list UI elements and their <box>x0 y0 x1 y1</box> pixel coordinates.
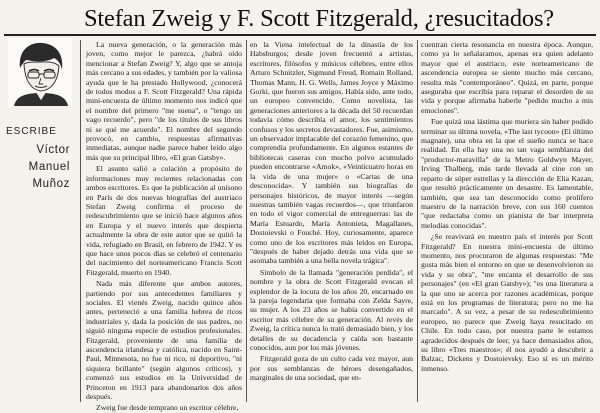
headline-rule <box>4 34 596 36</box>
paragraph: Fitzgerald goza de un culto cada vez mayor, aun por sus semblanzas de héroes desengañados, marginales de una sociedad, que en- <box>250 354 413 383</box>
paragraph: La nueva generación, o la generación más joven, como mejor le parezca, ¿habrá oído mencionar a Stefan Zweig? Y, algo que se antoja más cercano a sus edades, y también por la valiosa ayuda que le ha prestado Hollywood, ¿conocerá de todos modos a F. Scott Fitzgerald? Una rápida mini-encuesta de último momento nos indicó que el nombre del primero "me suena", o "tengo un vago recuerdo", pero "de los títulos de sus libros ni se qué me acuerdo". El nombre del segundo provocó, en cambio, respuestas afirmativas inmediatas, aunque nadie parece haber leído algo más que su principal libro, «El gran Gatsby». <box>86 40 242 162</box>
portrait-drawing <box>8 38 72 106</box>
author-name <box>6 142 70 193</box>
author-middle-name: Manuel <box>28 161 70 173</box>
column-divider <box>80 40 81 402</box>
article-column-1 <box>86 40 242 413</box>
paragraph: Zweig fue desde temprano un escritor célebre, <box>96 403 239 413</box>
author-last-name: Muñoz <box>32 178 70 190</box>
paragraph: en la Viena intelectual de la dinastía de los Habsburgos; desde joven frecuentó a artistas, escritores, filósofos y músicos célebres, entre ellos Arturo Schnitzler, Sigmund Freud, Romain Rolland, Thomas Mann, H. G. Wells, James Joyce y Máximo Gorki, que fueron sus amigos. Había sido, ante todo, un europeo convencido. Como novelista, las generaciones anteriores a la década del 50 recuerdan todavía cómo describía el amor, los sentimientos confusos y los secretos devastadores. Fue, asimismo, un observador implacable del corazón femenino, que comprendía profundamente. En algunos estantes de bibliotecas caseras con mucho polvo acumulado pueden encontrarse «Amok», «Veinticuatro horas en la vida de una mujer» o «Cartas de una desconocida». Y también sus biografías de personajes históricos, de mayor interés —según nuestras también vagas recuerdos—, que triunfaron en todo el vigor comercial de entreguerras: las de María Estuardo, María Antonieta, Magallanes, Dostoievski o Fouché. Hoy, curiosamente, aparece como uno de los escritores más leídos en Europa, "después de haber dejado detrás una vida que se asomaba también a una bella novela trágica". <box>250 40 413 266</box>
paragraph: El asunto salió a colación a propósito de informaciones muy recientes relacionadas con ambos escritores. Es que la publicación al unísono en París de dos nuevas biografías del austriaco Stefan Zweig confirma el proceso de redescubrimiento que se inició hace algunos años en Europa y el nuevo interés que despierta actualmente la obra de este autor que se quitó la vida, refugiado en Brasil, en febrero de 1942. Y es que hace unos pocos días se celebró el centenario del nacimiento del norteamericano Francis Scott Fitzgerald, muerto en 1940. <box>86 164 242 277</box>
column-divider <box>417 40 418 402</box>
paragraph: Nada más diferente que ambos autores, partiendo por sus antecedentes familiares y sociales. El vienés Zweig, nacido quince años antes, perteneció a una familia hebrea de ricos industriales y, dada la posición de sus padres, no siguió ninguna especie de estudios profesionales. Fitzgerald, proveniente de una familia de ascendencia irlandesa y católica, nacido en Saint-Paul, Minnesota, no fue ni rico, ni deportivo, "ni siquiera brillante" (según algunos críticos), y comenzó sus estudios en la Universidad de Princeton en 1913 para abandonarlos dos años después. <box>86 279 242 402</box>
column-divider <box>246 40 247 402</box>
section-label: ESCRIBE <box>6 126 57 137</box>
paragraph: Fue quizá una lástima que muriera sin haber podido terminar su última novela, «The last tycoon» (El último magnate), una obra en la que el sueño nunca se hace realidad. En ella hay una no tan vaga semblanza del "productor-maravilla" de la Metro Goldwyn Mayer, Irving Thalberg, más tarde llevada al cine con un reparto de súper estrellas y la dirección de Elia Kazan, que resultó prácticamente un desastre. Es lamentable, también, que sea tan desconocido como prolífero maestro de la narración breve, con sus 160 cuentos "que redactaba como un pianista de bar interpreta melodías conocidas". <box>421 117 593 230</box>
author-portrait <box>8 38 72 106</box>
paragraph: ¿Se reavivará en nuestro país el interés por Scott Fitzgerald? En nuestra mini-encuesta de último momento, nos procuraron de algunas respuestas: "Me gusta más bien el entorno en que se desenvolvieron su vida y su obra", "me encanta el desarrollo de sus personajes" (en «El gran Gatsby»); "es una literatura a la que uno se acerca por razones académicas, porque está en los programas de literatura; pero no me ha marcado". A su vez, a pesar de su redescubrimiento europeo, no parece que Zweig haya resucitado en Chile. En todo caso, por nuestra parte le estamos agradecidos después de leer, ya hace demasiados años, su libro «Tres maestros»; él nos ayudó a descubrir a Balzac, Dickens y Dostoievsky. Eso sí es un mérito inmenso. <box>421 232 593 373</box>
author-first-name: Víctor <box>36 144 70 156</box>
paragraph: cuentran cierta resonancia en nuestra época. Aunque, como ya lo señalaramos, apenas era quien adelanto mayor que el austriaco, este norteamericano de ascendencia europea se siente mucho más cercano, resulta más "contemporáneo". Quizá, en parte, porque aseguraba que escribía para reparar el desorden de su vida y porque afirmaba haberle "pedido mucho a mis emociones". <box>421 40 593 115</box>
paragraph: Símbolo de la llamada "generación perdida", el nombre y la obra de Scott Fitzgerald evocan el esplendor de la locura de los años 20, encarnado en la pareja legendaria que formaba con Zelda Sayre, su mujer. A los 23 años se había convertido en el escritor más célebre de su generación. Al revés de Zweig, la crítica nunca lo trató demasiado bien, y los detalles de su decadencia y caída son bastante conocidos, aun por los más jóvenes. <box>250 267 413 352</box>
article-column-2 <box>250 40 413 404</box>
article-column-3 <box>421 40 593 404</box>
headline: Stefan Zweig y F. Scott Fitzgerald, ¿resucitados? <box>84 5 554 32</box>
